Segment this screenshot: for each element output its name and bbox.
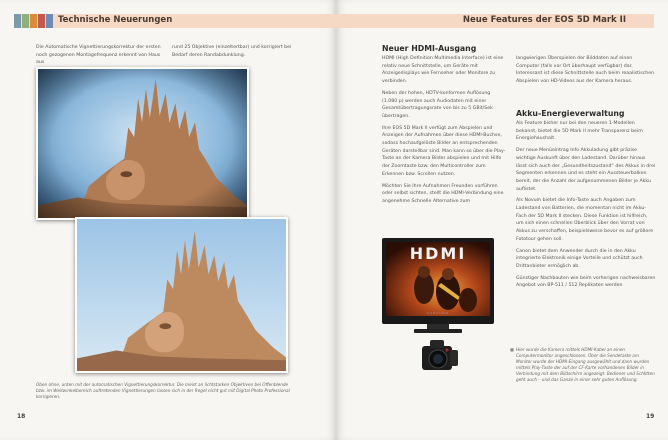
hdmi-paragraph-3: Ihre EOS 5D Mark II verfügt zum Abspielen und Anzeigen der Aufnahmen über diese HDMI-Buchse, sodass hochaufgelöste Bilder an entsprechenden Geräten darstellbar sind. Man kann so über die Play-Taste an der Kamera Bilder abspielen und mit Hilfe der Zoomtaste bzw. den Multicontroller zum Erkennen bzw. Scrollen nutzen. xyxy=(382,125,506,177)
hdmi-paragraph-4: Möchten Sie Ihre Aufnahmen Freunden vorführen oder selbst sichten, stellt die HDMI-Verbindung eine angenehme Schnelle Alternative zum xyxy=(382,183,504,204)
left-header-title: Technische Neuerungen xyxy=(58,15,173,25)
hdmi-continued-text: langwierigen Überspielen der Bilddaten auf einen Computer (falls vor Ort überhaupt verfügbar) dar. Interessant ist diese Schnittstelle auch beim reaalistischen Abspielen von HD-Videos aus der Kamera heraus. xyxy=(516,56,655,85)
tv-stand-base xyxy=(414,329,462,333)
swatch-4 xyxy=(38,14,45,28)
intro-column-1: Die Automatische Vignettierungskorrektur der ersten noch gezogenen Montagefrequenz erkennt von Haus aus xyxy=(36,45,161,64)
heading-hdmi-output: Neuer HDMI-Ausgang xyxy=(382,44,477,53)
tv-monitor xyxy=(382,238,494,324)
swatch-5 xyxy=(46,14,53,28)
right-header-title: Neue Features der EOS 5D Mark II xyxy=(462,15,626,25)
hdmi-logo: HDMI xyxy=(409,244,467,263)
battery-text-column xyxy=(516,120,656,342)
right-page xyxy=(336,0,668,440)
battery-paragraph-4: Canon bietet dem Anwender durch die in den Akku integrierte Elektronik einige Vorteile und schützt auch Drittanbieter ermöglich ab. xyxy=(516,248,643,269)
photo-caption: Oben ohne, unten mit der automatischen Vignettierungskorrektur. Die meist an lichtstarken Objektiven bei Offenblende bzw. im Weitwinkelbereich auftretenden Vignettierungen lassen sich in der Regel nicht gut mit Digital Photo Professional korrigieren. xyxy=(36,382,290,399)
header-color-swatches xyxy=(14,14,54,28)
tv-photo-caption: ■ Hier wurde die Kamera mittels HDMI-Kabel an einen Computermonitor angeschlossen. Über die Sendetaste am Monitor wurde der HDMI-Eingang ausgewählt und dann wurden mittels Play-Taste der auf der CF-Karte vorhandenen Bilder in Verbindung mit dem Bildschirm angezeigt. Bediener und Schlitten geht auch – und das Ganze in einer sehr guten Auflösung. xyxy=(516,347,656,383)
left-page-number: 18 xyxy=(17,413,26,420)
camera-icon xyxy=(420,338,460,376)
battery-paragraph-3: Als Novum bietet die Info-Taste auch Angaben zum Ladestand von Batterien, die momentan nicht im Akku-Fach der 5D Mark II stecken. Diese Funktion ist hilfreich, um sich einen schnellen Überblick über den Vorrat von Akkus zu verschaffen, beispielsweise bevor es auf größere Fototour gehen soll. xyxy=(516,198,654,242)
swatch-3 xyxy=(30,14,37,28)
swatch-2 xyxy=(22,14,29,28)
battery-paragraph-5: Günstiger Nachbauten wie beim vorherigen nachweisbaren Angebot von BP-511 / 512 Replikaten werden xyxy=(516,275,656,289)
tv-screen xyxy=(386,242,490,316)
hdmi-paragraph-2: Neben der hohen, HDTV-konformen Auflösung (1.080 p) werden auch Audiodaten mit einer Gesamtübertragungsrate von bis zu 5 GBit/Sek übertragen. xyxy=(382,90,493,119)
left-header-bar xyxy=(14,14,336,28)
sand-sculpture-photo-before xyxy=(36,67,249,220)
heading-battery-management: Akku-Energieverwaltung xyxy=(516,109,625,118)
intro-column-2: rund 25 Objektive (einzeltertbar) und korrigiert bei Bedarf deren Randabdunklung. xyxy=(172,45,292,58)
tv-brand-label: SAMSUNG xyxy=(426,311,450,315)
hdmi-text-column xyxy=(382,55,506,235)
sand-sculpture-photo-after xyxy=(75,217,288,373)
hdmi-tv-camera-photo xyxy=(382,238,497,388)
hdmi-paragraph-1: HDMI (High Definition Multimedia Interface) ist eine relativ neue Schnittstelle, um Geräte mit Anzeigedisplays wie Fernseher oder Monitore zu verbinden. xyxy=(382,56,504,85)
battery-paragraph-2: Der neue Menüeintrag Info Akkuladung gibt präzise wichtige Auskunft über den Ladestand. Darüber hinaus lässt sich auch der „Gesundheitszustand“ des Akkus in drei Segmenten erkennen und es steht ein Aussteuerbalken bereit, der die Anzahl der aufgenommenen Bilder je Akku auflistet. xyxy=(516,148,656,192)
battery-paragraph-1: Als Feature bisher nur bei den neueren 1-Modellen bekannt, bietet die 5D Mark II mehr Transparenz beim Energiehaushalt. xyxy=(516,121,643,142)
right-header-bar xyxy=(336,14,654,28)
swatch-1 xyxy=(14,14,21,28)
right-page-number: 19 xyxy=(646,413,655,420)
